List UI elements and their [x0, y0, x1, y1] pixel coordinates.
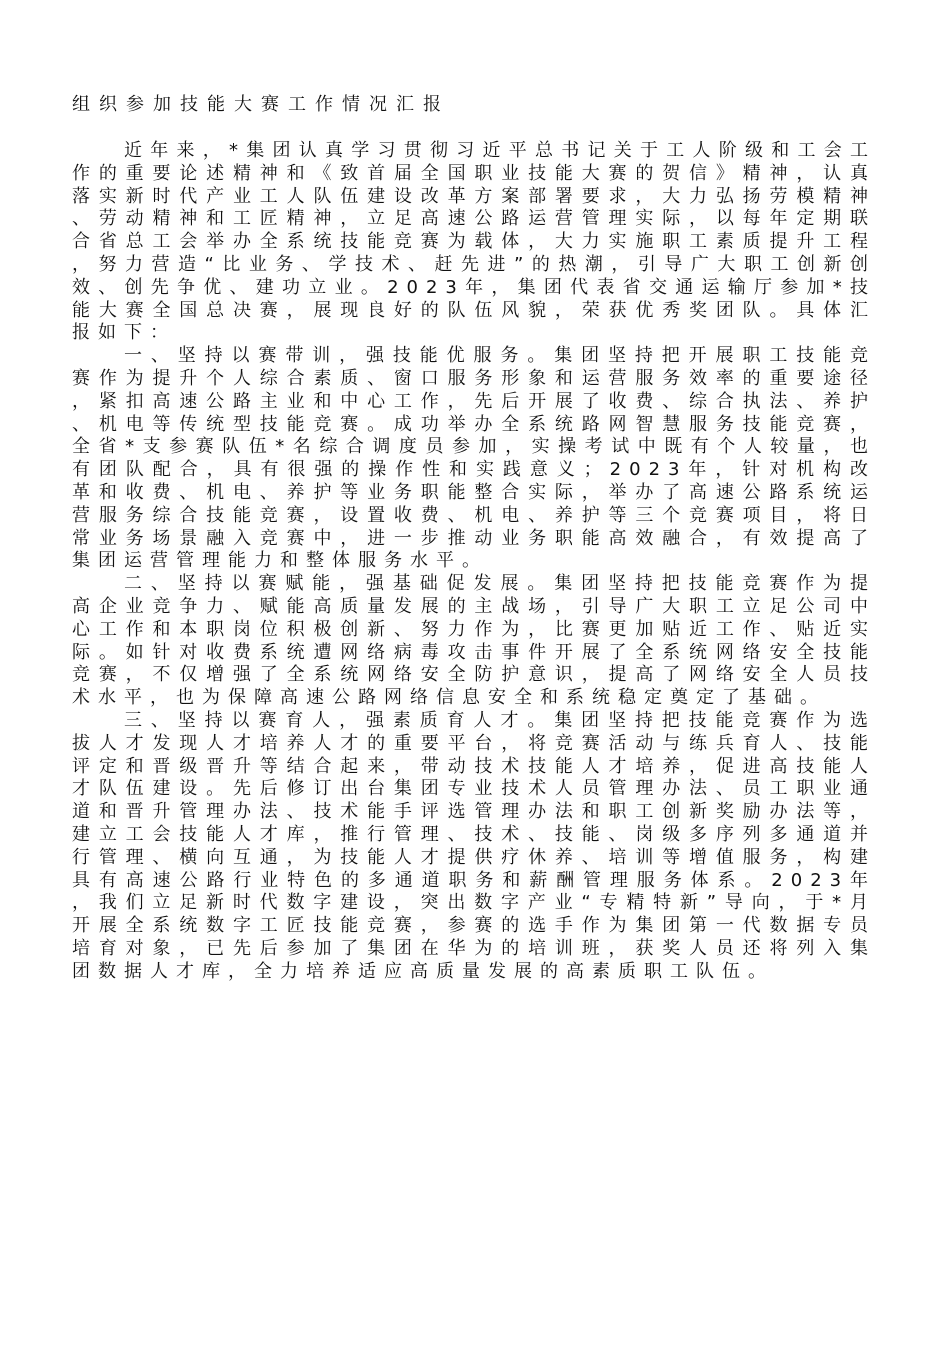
paragraph-section-3: 三、坚持以赛育人，强素质育人才。集团坚持把技能竞赛作为选拔人才发现人才培养人才的重要平台，将竞赛活动与练兵育人、技能评定和晋级晋升等结合起来，带动技术技能人才培养，促进高技能人才队伍建设。先后修订出台集团专业技术人员管理办法、员工职业通道和晋升管理办法、技术能手评选管理办法和职工创新奖励办法等，建立工会技能人才库，推行管理、技术、技能、岗级多序列多通道并行管理、横向互通，为技能人才提供疗休养、培训等增值服务，构建具有高速公路行业特色的多通道职务和薪酬管理服务体系。2023年，我们立足新时代数字建设，突出数字产业“专精特新”导向，于*月开展全系统数字工匠技能竞赛，参赛的选手作为集团第一代数据专员培育对象，已先后参加了集团在华为的培训班，获奖人员还将列入集团数据人才库，全力培养适应高质量发展的高素质职工队伍。	[72, 709, 876, 982]
paragraph-intro: 近年来，*集团认真学习贯彻习近平总书记关于工人阶级和工会工作的重要论述精神和《致首届全国职业技能大赛的贺信》精神，认真落实新时代产业工人队伍建设改革方案部署要求，大力弘扬劳模精神、劳动精神和工匠精神，立足高速公路运营管理实际，以每年定期联合省总工会举办全系统技能竞赛为载体，大力实施职工素质提升工程，努力营造“比业务、学技术、赶先进”的热潮，引导广大职工创新创效、创先争优、建功立业。2023年，集团代表省交通运输厅参加*技能大赛全国总决赛，展现良好的队伍风貌，荣获优秀奖团队。具体汇报如下：	[72, 140, 876, 344]
paragraph-section-1: 一、坚持以赛带训，强技能优服务。集团坚持把开展职工技能竞赛作为提升个人综合素质、窗口服务形象和运营服务效率的重要途径，紧扣高速公路主业和中心工作，先后开展了收费、综合执法、养护、机电等传统型技能竞赛。成功举办全系统路网智慧服务技能竞赛，全省*支参赛队伍*名综合调度员参加，实操考试中既有个人较量，也有团队配合，具有很强的操作性和实践意义；2023年，针对机构改革和收费、机电、养护等业务职能整合实际，举办了高速公路系统运营服务综合技能竞赛，设置收费、机电、养护等三个竞赛项目，将日常业务场景融入竞赛中，进一步推动业务职能高效融合，有效提高了集团运营管理能力和整体服务水平。	[72, 345, 876, 572]
document-page	[72, 92, 876, 983]
document-title: 组织参加技能大赛工作情况汇报	[72, 94, 450, 115]
paragraph-section-2: 二、坚持以赛赋能，强基础促发展。集团坚持把技能竞赛作为提高企业竞争力、赋能高质量发展的主战场，引导广大职工立足公司中心工作和本职岗位积极创新、努力作为，比赛更加贴近工作、贴近实际。如针对收费系统遭网络病毒攻击事件开展了全系统网络安全技能竞赛，不仅增强了全系统网络安全防护意识，提高了网络安全人员技术水平，也为保障高速公路网络信息安全和系统稳定奠定了基础。	[72, 573, 876, 709]
